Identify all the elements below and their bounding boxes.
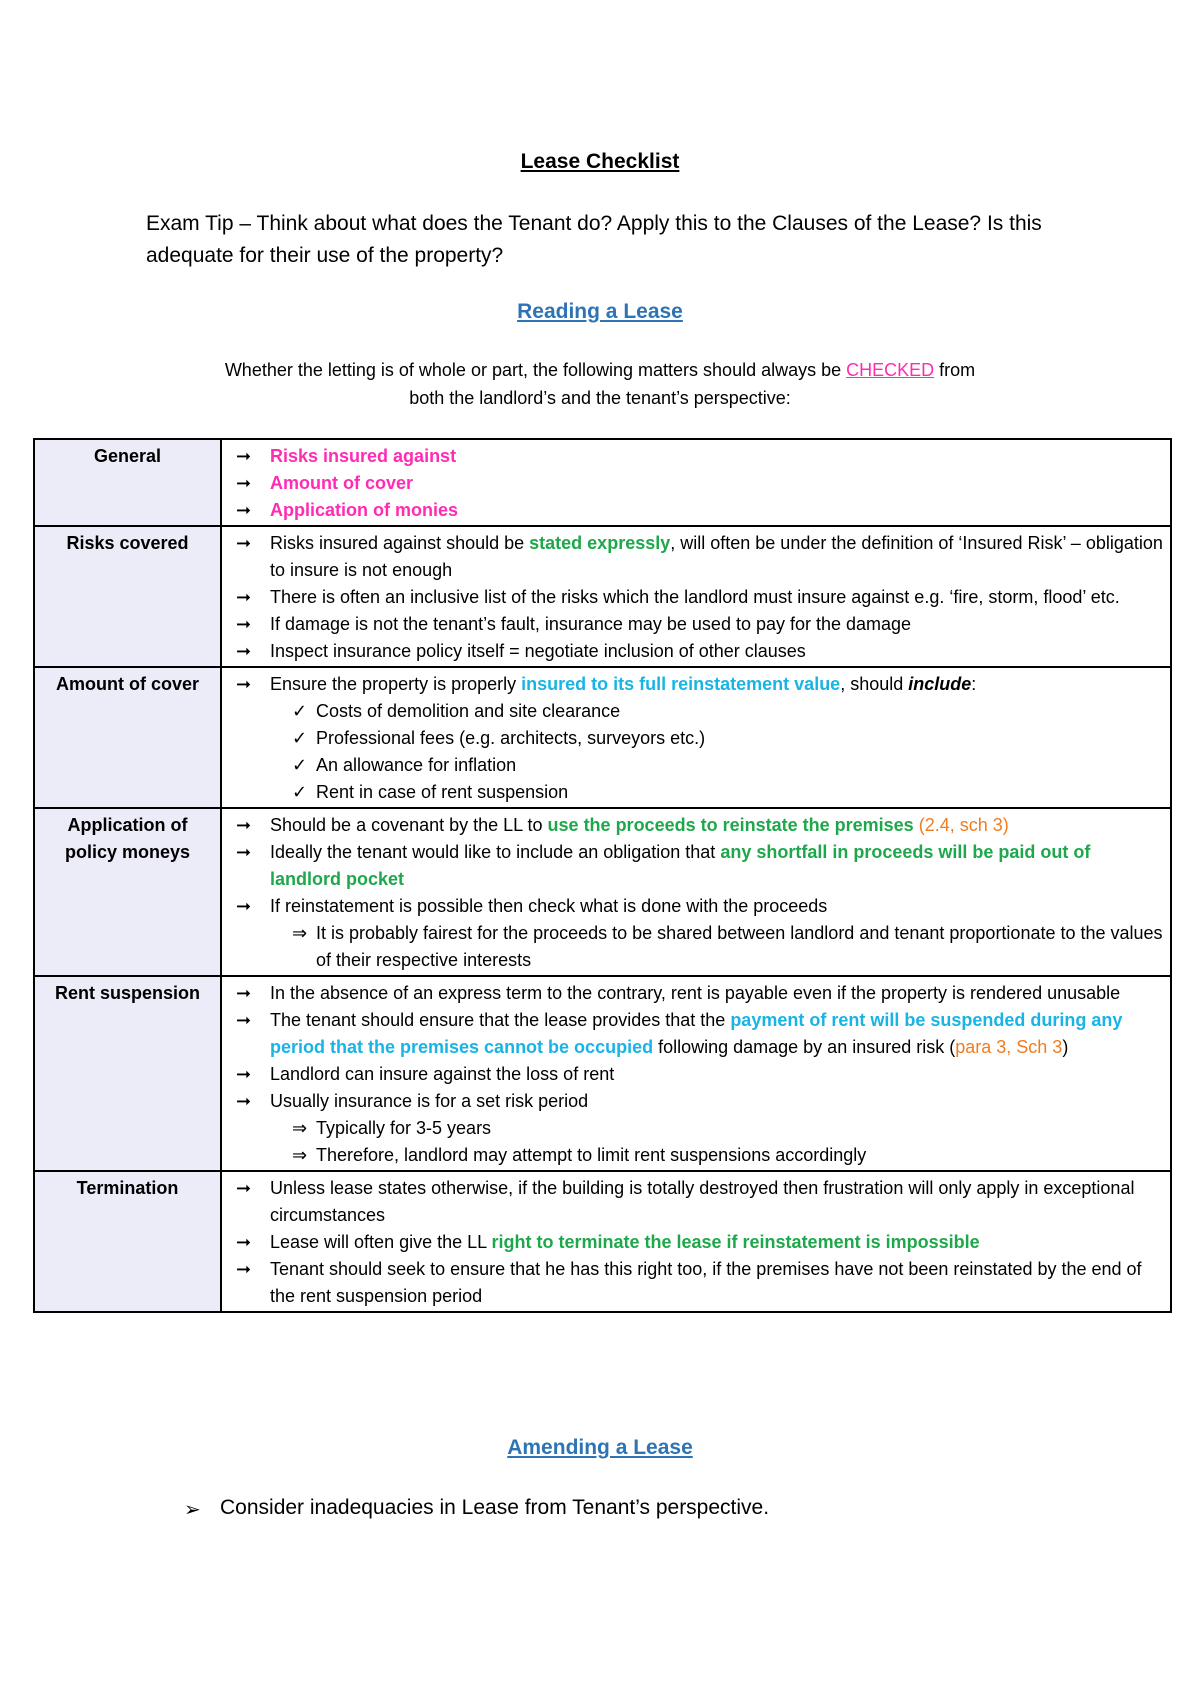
arrow-icon: ➞	[236, 1091, 252, 1111]
text: )	[1002, 815, 1009, 835]
row-content-termination	[221, 1171, 1171, 1312]
text: Should be a covenant by the LL to	[270, 815, 548, 835]
row-content-application	[221, 808, 1171, 976]
check-item	[292, 752, 1164, 779]
text: Professional fees (e.g. architects, surveyors etc.)	[316, 728, 706, 748]
reference: para 3, Sch 3	[955, 1037, 1063, 1057]
general-item: Application of monies	[270, 500, 459, 520]
row-content-amount-of-cover	[221, 667, 1171, 808]
arrow-icon: ➞	[236, 1232, 252, 1252]
highlight: right to terminate the lease if reinstatement is impossible	[491, 1232, 980, 1252]
consider-text: Consider inadequacies in Lease from Tenant’s perspective.	[220, 1496, 770, 1519]
arrow-icon: ➞	[236, 533, 252, 553]
checkmark-icon: ✓	[292, 782, 308, 802]
list-item	[236, 671, 1164, 806]
implies-icon: ⇒	[292, 1145, 308, 1165]
row-content-risks-covered	[221, 526, 1171, 667]
row-rent-suspension	[34, 976, 1171, 1171]
highlight: use the proceeds to reinstate the premises	[547, 815, 914, 835]
reading-heading: Reading a Lease	[517, 300, 683, 323]
general-item: Amount of cover	[270, 473, 414, 493]
text: Inspect insurance policy itself = negotiate inclusion of other clauses	[270, 641, 806, 661]
page-title: Lease Checklist	[520, 150, 680, 173]
arrow-icon: ➞	[236, 842, 252, 862]
checkmark-icon: ✓	[292, 701, 308, 721]
row-label-rent-suspension: Rent suspension	[34, 976, 221, 1171]
row-label-termination: Termination	[34, 1171, 221, 1312]
text: , will often be under the definition of ‘Insured Risk’ – obligation to insure is not enough	[270, 533, 1163, 580]
sub-item	[292, 920, 1164, 974]
general-item: Risks insured against	[270, 446, 457, 466]
row-label-risks-covered: Risks covered	[34, 526, 221, 667]
highlight: insured to its full reinstatement value	[521, 674, 841, 694]
implies-icon: ⇒	[292, 1118, 308, 1138]
arrow-icon: ➞	[236, 896, 252, 916]
text: Rent in case of rent suspension	[316, 782, 569, 802]
list-item	[236, 980, 1164, 1007]
row-amount-of-cover	[34, 667, 1171, 808]
arrow-icon: ➞	[236, 1064, 252, 1084]
text: Risks insured against should be	[270, 533, 530, 553]
amending-heading: Amending a Lease	[507, 1436, 693, 1459]
text: In the absence of an express term to the contrary, rent is payable even if the property is rendered unusable	[270, 983, 1121, 1003]
row-content-general	[221, 439, 1171, 526]
text: Lease will often give the LL	[270, 1232, 492, 1252]
list-item	[236, 1007, 1164, 1061]
arrow-icon: ➞	[236, 1010, 252, 1030]
text: Ideally the tenant would like to include an obligation that	[270, 842, 721, 862]
list-item	[236, 470, 1164, 497]
list-item	[236, 839, 1164, 893]
arrow-icon: ➞	[236, 641, 252, 661]
text: An allowance for inflation	[316, 755, 517, 775]
row-application-of-policy-moneys	[34, 808, 1171, 976]
text: If damage is not the tenant’s fault, insurance may be used to pay for the damage	[270, 614, 912, 634]
list-item	[236, 497, 1164, 524]
arrow-icon: ➞	[236, 587, 252, 607]
list-item	[236, 1088, 1164, 1169]
check-item	[292, 779, 1164, 806]
text: Ensure the property is properly	[270, 674, 522, 694]
list-item	[236, 1256, 1164, 1310]
text: Typically for 3-5 years	[316, 1118, 492, 1138]
reference: 2.4, sch 3	[924, 815, 1003, 835]
highlight: any shortfall in proceeds will be paid out of landlord pocket	[270, 842, 1091, 889]
text: Therefore, landlord may attempt to limit rent suspensions accordingly	[316, 1145, 867, 1165]
highlight: stated expressly	[529, 533, 671, 553]
row-termination	[34, 1171, 1171, 1312]
text: Usually insurance is for a set risk period	[270, 1091, 589, 1111]
intro-before: Whether the letting is of whole or part, the following matters should always be	[224, 360, 847, 380]
text: The tenant should ensure that the lease provides that the	[270, 1010, 731, 1030]
arrow-icon: ➞	[236, 1259, 252, 1279]
arrow-icon: ➞	[236, 983, 252, 1003]
text: (	[913, 815, 925, 835]
list-item	[236, 893, 1164, 974]
row-label-application: Application of policy moneys	[34, 808, 221, 976]
arrow-icon: ➞	[236, 815, 252, 835]
text: Tenant should seek to ensure that he has this right too, if the premises have not been reinstated by the end of the rent suspension period	[270, 1259, 1142, 1306]
list-item	[236, 530, 1164, 584]
text: :	[971, 674, 977, 694]
row-general	[34, 439, 1171, 526]
checkmark-icon: ✓	[292, 755, 308, 775]
list-item	[236, 812, 1164, 839]
row-label-general: General	[34, 439, 221, 526]
exam-tip: Exam Tip – Think about what does the Tenant do? Apply this to the Clauses of the Lease? Is this adequate for their use of the property?	[146, 212, 1042, 267]
list-item	[236, 1175, 1164, 1229]
intro-line2: both the landlord’s and the tenant’s perspective:	[409, 388, 791, 408]
emphasis: include	[908, 674, 972, 694]
text: If reinstatement is possible then check what is done with the proceeds	[270, 896, 828, 916]
sub-item	[292, 1142, 1164, 1169]
text: , should	[840, 674, 909, 694]
sub-item	[292, 1115, 1164, 1142]
check-item	[292, 698, 1164, 725]
arrow-icon: ➞	[236, 1178, 252, 1198]
list-item	[236, 1061, 1164, 1088]
arrow-icon: ➞	[236, 473, 252, 493]
list-item	[236, 584, 1164, 611]
implies-icon: ⇒	[292, 923, 308, 943]
list-item	[236, 638, 1164, 665]
arrowhead-icon: ➢	[184, 1499, 201, 1521]
text: )	[1062, 1037, 1069, 1057]
row-risks-covered	[34, 526, 1171, 667]
checkmark-icon: ✓	[292, 728, 308, 748]
text: Landlord can insure against the loss of rent	[270, 1064, 615, 1084]
check-item	[292, 725, 1164, 752]
lease-checklist-table	[33, 438, 1172, 1313]
checked-highlight: CHECKED	[846, 360, 935, 380]
intro-text	[150, 356, 1050, 412]
arrow-icon: ➞	[236, 614, 252, 634]
row-content-rent-suspension	[221, 976, 1171, 1171]
arrow-icon: ➞	[236, 674, 252, 694]
highlight: payment of rent will be suspended during any period that the premises cannot be occupied	[270, 1010, 1123, 1057]
row-label-amount-of-cover: Amount of cover	[34, 667, 221, 808]
arrow-icon: ➞	[236, 500, 252, 520]
list-item	[236, 1229, 1164, 1256]
arrow-icon: ➞	[236, 446, 252, 466]
intro-after: from	[934, 360, 976, 380]
list-item	[236, 443, 1164, 470]
text: There is often an inclusive list of the risks which the landlord must insure against e.g. ‘fire, storm, flood’ etc.	[270, 587, 1120, 607]
text: Costs of demolition and site clearance	[316, 701, 621, 721]
text: Unless lease states otherwise, if the building is totally destroyed then frustration will only apply in exceptional circumstances	[270, 1178, 1135, 1225]
list-item	[236, 611, 1164, 638]
text: It is probably fairest for the proceeds to be shared between landlord and tenant proportionate to the values of their respective interests	[316, 923, 1163, 970]
text: following damage by an insured risk (	[653, 1037, 956, 1057]
